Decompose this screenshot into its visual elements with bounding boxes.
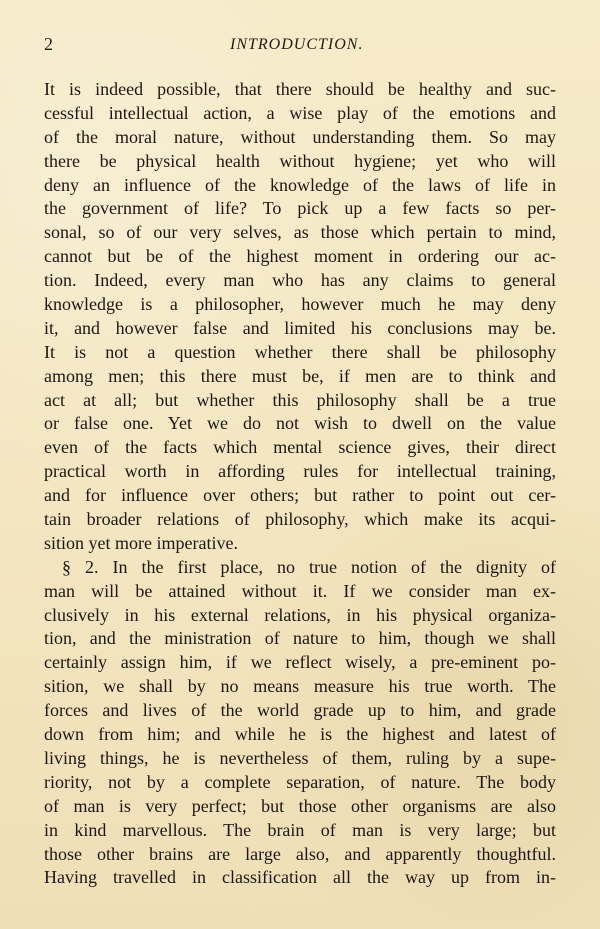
text-line: It is not a question whether there shall be philosophy xyxy=(44,341,556,362)
text-line: sition yet more imperative. xyxy=(44,532,238,553)
text-line: or false one. Yet we do not wish to dwell on the value xyxy=(44,413,556,434)
text-line: knowledge is a philosopher, however much he may deny xyxy=(44,294,556,315)
text-line: riority, not by a complete separation, of nature. The body xyxy=(44,771,556,792)
running-head: INTRODUCTION. xyxy=(230,36,364,53)
text-line: among men; this there must be, if men are to think and xyxy=(44,365,556,386)
text-line: living things, he is nevertheless of them, ruling by a supe- xyxy=(44,747,556,768)
text-line: forces and lives of the world grade up to him, and grade xyxy=(44,700,556,721)
text-line: Having travelled in classification all the way up from in- xyxy=(44,867,556,888)
text-line: tion, and the ministration of nature to him, though we shall xyxy=(44,628,556,649)
text-line: in kind marvellous. The brain of man is very large; but xyxy=(44,819,556,840)
page-header xyxy=(44,34,556,58)
text-line: practical worth in affording rules for intellectual training, xyxy=(44,461,556,482)
text-line: sition, we shall by no means measure his true worth. The xyxy=(44,676,556,697)
text-line: act at all; but whether this philosophy shall be a true xyxy=(44,389,556,410)
text-line: of the moral nature, without understanding them. So may xyxy=(44,126,556,147)
text-line: deny an influence of the knowledge of the laws of life in xyxy=(44,174,556,195)
text-line: there be physical health without hygiene; yet who will xyxy=(44,150,556,171)
text-line: and for influence over others; but rather to point out cer- xyxy=(44,485,556,506)
text-line: even of the facts which mental science gives, their direct xyxy=(44,437,556,458)
page-text xyxy=(44,78,556,890)
text-line: clusively in his external relations, in his physical organiza- xyxy=(44,604,556,625)
text-line: it, and however false and limited his conclusions may be. xyxy=(44,317,556,338)
text-line: those other brains are large also, and apparently thoughtful. xyxy=(44,843,556,864)
text-line: cessful intellectual action, a wise play of the emotions and xyxy=(44,102,556,123)
text-line: It is indeed possible, that there should be healthy and suc- xyxy=(44,79,556,99)
text-line: of man is very perfect; but those other organisms are also xyxy=(44,795,556,816)
text-line: the government of life? To pick up a few facts so per- xyxy=(44,198,556,219)
page-number: 2 xyxy=(44,34,53,54)
text-line: tion. Indeed, every man who has any claims to general xyxy=(44,270,556,291)
section-start-line: § 2. In the first place, no true notion of the dignity of xyxy=(62,556,556,577)
text-line: tain broader relations of philosophy, which make its acqui- xyxy=(44,509,556,530)
text-line: certainly assign him, if we reflect wisely, a pre-eminent po- xyxy=(44,652,556,673)
text-line: cannot but be of the highest moment in ordering our ac- xyxy=(44,246,556,267)
text-line: sonal, so of our very selves, as those which pertain to mind, xyxy=(44,222,556,243)
text-line: man will be attained without it. If we consider man ex- xyxy=(44,580,556,601)
text-line: down from him; and while he is the highest and latest of xyxy=(44,724,556,745)
